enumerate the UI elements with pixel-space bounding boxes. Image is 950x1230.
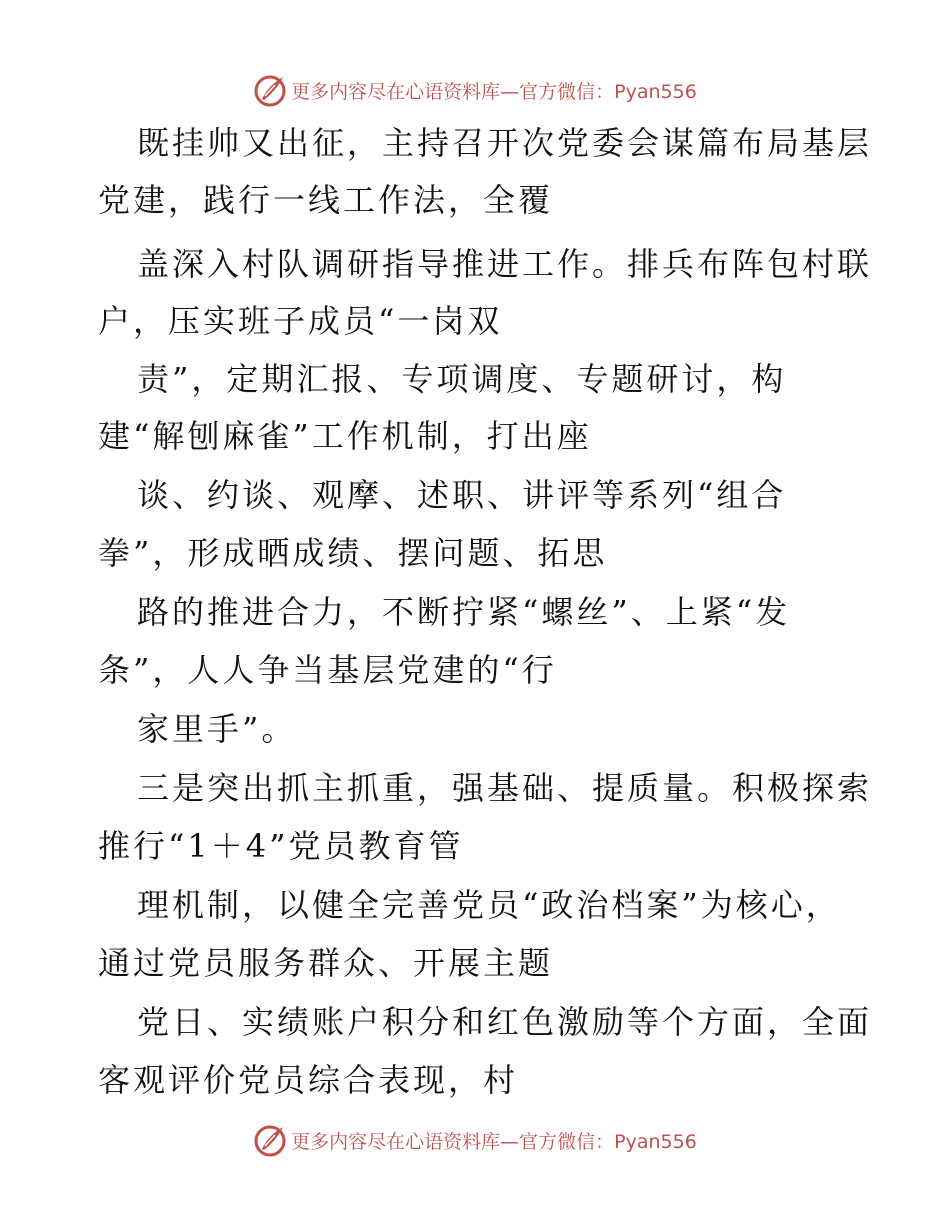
text-line: 谈、约谈、观摩、述职、讲评等系列“组合 (137, 476, 787, 514)
text-line: 户，压实班子成员“一岗双 (98, 302, 503, 340)
text-line: 拳”，形成晒成绩、摆问题、拓思 (98, 534, 608, 572)
text-line: 路的推进合力，不断拧紧“螺丝”、上紧“发 (137, 593, 791, 631)
text-line: 责”，定期汇报、专项调度、专题研讨，构 (137, 360, 787, 398)
text-line: 客观评价党员综合表现，村 (98, 1061, 519, 1099)
text-line: 盖深入村队调研指导推进工作。排兵布阵包村联 (137, 245, 873, 283)
header-watermark (0, 70, 950, 110)
text-line: 建“解刨麻雀”工作机制，打出座 (98, 417, 592, 455)
text-line: 推行“1＋4”党员教育管 (98, 827, 464, 865)
text-line: 家里手”。 (137, 710, 297, 748)
text-line: 条”，人人争当基层党建的“行 (98, 651, 557, 689)
text-line: 党日、实绩账户积分和红色激励等个方面，全面 (137, 1003, 873, 1041)
watermark-text: 更多内容尽在心语资料库—官方微信：Pyan556 (291, 1130, 697, 1153)
feather-pen-logo-icon (253, 1123, 287, 1157)
text-line: 通过党员服务群众、开展主题 (98, 944, 554, 982)
text-line: 理机制，以健全完善党员“政治档案”为核心， (137, 886, 841, 924)
text-line: 党建，践行一线工作法，全覆 (98, 181, 554, 219)
watermark-text: 更多内容尽在心语资料库—官方微信：Pyan556 (291, 80, 697, 103)
feather-pen-logo-icon (253, 73, 287, 107)
text-line: 三是突出抓主抓重，强基础、提质量。积极探索 (137, 769, 873, 807)
text-line: 既挂帅又出征，主持召开次党委会谋篇布局基层 (137, 124, 873, 162)
footer-watermark (0, 1120, 950, 1160)
